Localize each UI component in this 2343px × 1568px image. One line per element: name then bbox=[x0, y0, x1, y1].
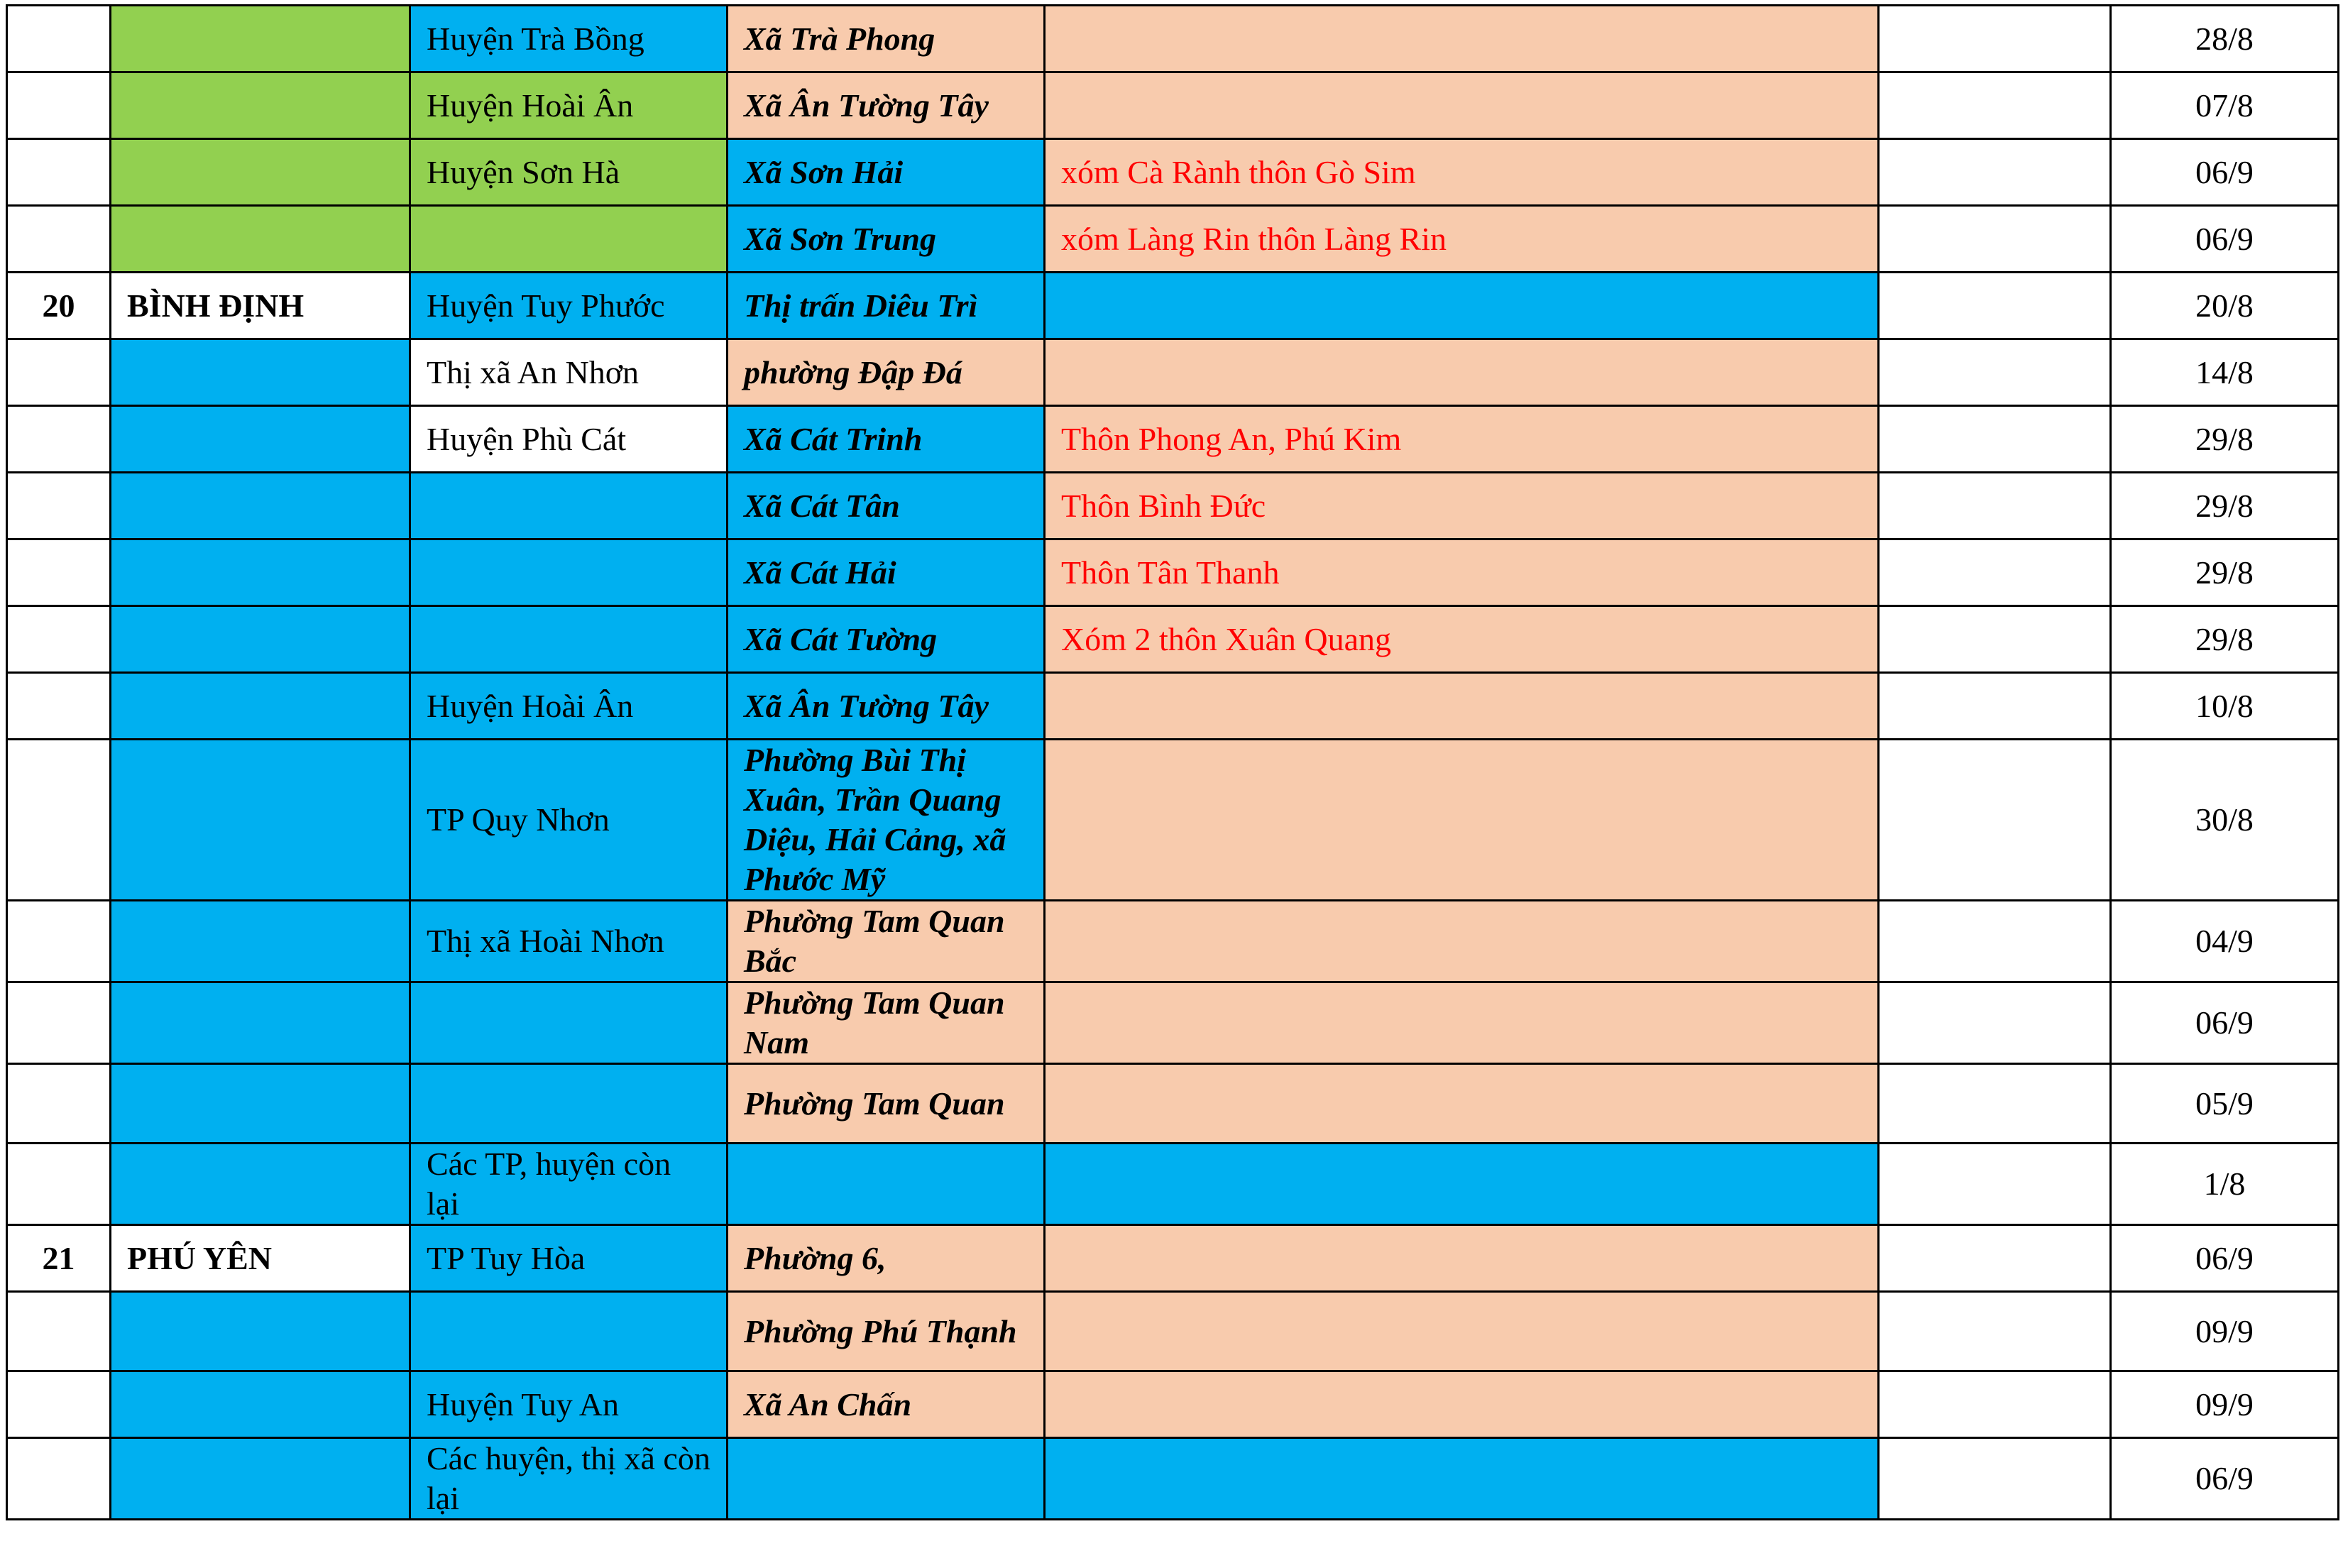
district-cell bbox=[410, 206, 728, 273]
province-cell bbox=[111, 339, 410, 406]
stt-cell bbox=[7, 539, 111, 606]
stt-cell: 21 bbox=[7, 1225, 111, 1292]
district-cell bbox=[410, 539, 728, 606]
zoning-table bbox=[6, 4, 2339, 1520]
stt-cell bbox=[7, 1292, 111, 1371]
ward-cell: Phường Bùi Thị Xuân, Trần Quang Diệu, Hải Cảng, xã Phước Mỹ bbox=[728, 740, 1045, 901]
note-cell bbox=[1045, 339, 1879, 406]
stt-cell bbox=[7, 406, 111, 473]
note-cell: Thôn Bình Đức bbox=[1045, 473, 1879, 539]
province-cell: BÌNH ĐỊNH bbox=[111, 273, 410, 339]
date-cell: 20/8 bbox=[2111, 273, 2339, 339]
ward-cell: Xã Trà Phong bbox=[728, 6, 1045, 72]
table-body bbox=[7, 6, 2339, 1520]
date-cell: 29/8 bbox=[2111, 406, 2339, 473]
province-cell bbox=[111, 539, 410, 606]
stt-cell bbox=[7, 982, 111, 1064]
empty-cell bbox=[1879, 72, 2111, 139]
stt-cell bbox=[7, 606, 111, 673]
district-cell: Các TP, huyện còn lại bbox=[410, 1144, 728, 1225]
table-row bbox=[7, 339, 2339, 406]
note-cell bbox=[1045, 982, 1879, 1064]
province-cell bbox=[111, 901, 410, 982]
note-cell bbox=[1045, 1064, 1879, 1144]
province-cell bbox=[111, 673, 410, 740]
note-cell bbox=[1045, 1292, 1879, 1371]
ward-cell: Xã Cát Trinh bbox=[728, 406, 1045, 473]
ward-cell: Xã Cát Tường bbox=[728, 606, 1045, 673]
note-cell: Xóm 2 thôn Xuân Quang bbox=[1045, 606, 1879, 673]
province-cell bbox=[111, 1371, 410, 1438]
stt-cell bbox=[7, 139, 111, 206]
note-cell bbox=[1045, 273, 1879, 339]
date-cell: 06/9 bbox=[2111, 1438, 2339, 1520]
ward-cell: Xã Cát Hải bbox=[728, 539, 1045, 606]
empty-cell bbox=[1879, 406, 2111, 473]
district-cell: Huyện Sơn Hà bbox=[410, 139, 728, 206]
note-cell bbox=[1045, 1144, 1879, 1225]
date-cell: 29/8 bbox=[2111, 606, 2339, 673]
note-cell: Thôn Phong An, Phú Kim bbox=[1045, 406, 1879, 473]
province-cell bbox=[111, 6, 410, 72]
empty-cell bbox=[1879, 1438, 2111, 1520]
district-cell: Huyện Trà Bồng bbox=[410, 6, 728, 72]
table-row bbox=[7, 1438, 2339, 1520]
table-row bbox=[7, 1371, 2339, 1438]
stt-cell bbox=[7, 206, 111, 273]
province-cell bbox=[111, 1292, 410, 1371]
empty-cell bbox=[1879, 606, 2111, 673]
stt-cell bbox=[7, 1144, 111, 1225]
empty-cell bbox=[1879, 6, 2111, 72]
empty-cell bbox=[1879, 740, 2111, 901]
table-row bbox=[7, 1064, 2339, 1144]
province-cell bbox=[111, 1064, 410, 1144]
date-cell: 1/8 bbox=[2111, 1144, 2339, 1225]
date-cell: 28/8 bbox=[2111, 6, 2339, 72]
empty-cell bbox=[1879, 1225, 2111, 1292]
province-cell bbox=[111, 1438, 410, 1520]
table-row bbox=[7, 1292, 2339, 1371]
note-cell bbox=[1045, 1438, 1879, 1520]
district-cell bbox=[410, 473, 728, 539]
district-cell: Huyện Hoài Ân bbox=[410, 72, 728, 139]
date-cell: 05/9 bbox=[2111, 1064, 2339, 1144]
stt-cell bbox=[7, 473, 111, 539]
district-cell: Huyện Tuy Phước bbox=[410, 273, 728, 339]
ward-cell bbox=[728, 1144, 1045, 1225]
stt-cell bbox=[7, 1371, 111, 1438]
table-row bbox=[7, 72, 2339, 139]
date-cell: 09/9 bbox=[2111, 1371, 2339, 1438]
ward-cell: Xã An Chấn bbox=[728, 1371, 1045, 1438]
date-cell: 10/8 bbox=[2111, 673, 2339, 740]
empty-cell bbox=[1879, 1064, 2111, 1144]
ward-cell: Phường 6, bbox=[728, 1225, 1045, 1292]
date-cell: 29/8 bbox=[2111, 539, 2339, 606]
date-cell: 29/8 bbox=[2111, 473, 2339, 539]
table-row bbox=[7, 406, 2339, 473]
note-cell bbox=[1045, 6, 1879, 72]
province-cell: PHÚ YÊN bbox=[111, 1225, 410, 1292]
ward-cell: Xã Ân Tường Tây bbox=[728, 72, 1045, 139]
note-cell bbox=[1045, 740, 1879, 901]
date-cell: 06/9 bbox=[2111, 982, 2339, 1064]
date-cell: 07/8 bbox=[2111, 72, 2339, 139]
note-cell bbox=[1045, 1225, 1879, 1292]
table-row bbox=[7, 1144, 2339, 1225]
province-cell bbox=[111, 740, 410, 901]
district-cell: TP Quy Nhơn bbox=[410, 740, 728, 901]
province-cell bbox=[111, 1144, 410, 1225]
district-cell: Thị xã Hoài Nhơn bbox=[410, 901, 728, 982]
district-cell: Huyện Hoài Ân bbox=[410, 673, 728, 740]
table-row bbox=[7, 206, 2339, 273]
table-row bbox=[7, 273, 2339, 339]
ward-cell: Phường Tam Quan Bắc bbox=[728, 901, 1045, 982]
district-cell: Huyện Tuy An bbox=[410, 1371, 728, 1438]
empty-cell bbox=[1879, 1371, 2111, 1438]
note-cell bbox=[1045, 1371, 1879, 1438]
district-cell bbox=[410, 1292, 728, 1371]
empty-cell bbox=[1879, 473, 2111, 539]
province-cell bbox=[111, 206, 410, 273]
stt-cell bbox=[7, 6, 111, 72]
province-cell bbox=[111, 72, 410, 139]
ward-cell bbox=[728, 1438, 1045, 1520]
empty-cell bbox=[1879, 339, 2111, 406]
date-cell: 04/9 bbox=[2111, 901, 2339, 982]
ward-cell: Xã Sơn Trung bbox=[728, 206, 1045, 273]
district-cell: Các huyện, thị xã còn lại bbox=[410, 1438, 728, 1520]
table-row bbox=[7, 473, 2339, 539]
stt-cell bbox=[7, 1064, 111, 1144]
ward-cell: Xã Cát Tân bbox=[728, 473, 1045, 539]
empty-cell bbox=[1879, 901, 2111, 982]
province-cell bbox=[111, 139, 410, 206]
stt-cell: 20 bbox=[7, 273, 111, 339]
district-cell: TP Tuy Hòa bbox=[410, 1225, 728, 1292]
note-cell: xóm Cà Rành thôn Gò Sim bbox=[1045, 139, 1879, 206]
date-cell: 09/9 bbox=[2111, 1292, 2339, 1371]
table-row bbox=[7, 901, 2339, 982]
table-row bbox=[7, 740, 2339, 901]
table-row bbox=[7, 606, 2339, 673]
table-row bbox=[7, 539, 2339, 606]
table-row bbox=[7, 982, 2339, 1064]
province-cell bbox=[111, 982, 410, 1064]
ward-cell: Thị trấn Diêu Trì bbox=[728, 273, 1045, 339]
empty-cell bbox=[1879, 273, 2111, 339]
date-cell: 30/8 bbox=[2111, 740, 2339, 901]
empty-cell bbox=[1879, 139, 2111, 206]
district-cell bbox=[410, 982, 728, 1064]
date-cell: 06/9 bbox=[2111, 206, 2339, 273]
stt-cell bbox=[7, 740, 111, 901]
province-cell bbox=[111, 606, 410, 673]
ward-cell: Xã Sơn Hải bbox=[728, 139, 1045, 206]
district-cell bbox=[410, 1064, 728, 1144]
province-cell bbox=[111, 406, 410, 473]
district-cell: Huyện Phù Cát bbox=[410, 406, 728, 473]
note-cell: xóm Làng Rin thôn Làng Rin bbox=[1045, 206, 1879, 273]
note-cell bbox=[1045, 72, 1879, 139]
date-cell: 14/8 bbox=[2111, 339, 2339, 406]
stt-cell bbox=[7, 339, 111, 406]
stt-cell bbox=[7, 1438, 111, 1520]
stt-cell bbox=[7, 673, 111, 740]
stt-cell bbox=[7, 901, 111, 982]
empty-cell bbox=[1879, 206, 2111, 273]
date-cell: 06/9 bbox=[2111, 139, 2339, 206]
empty-cell bbox=[1879, 673, 2111, 740]
ward-cell: Phường Tam Quan bbox=[728, 1064, 1045, 1144]
stt-cell bbox=[7, 72, 111, 139]
note-cell: Thôn Tân Thanh bbox=[1045, 539, 1879, 606]
table-row bbox=[7, 673, 2339, 740]
empty-cell bbox=[1879, 1292, 2111, 1371]
ward-cell: Xã Ân Tường Tây bbox=[728, 673, 1045, 740]
empty-cell bbox=[1879, 982, 2111, 1064]
note-cell bbox=[1045, 901, 1879, 982]
table-row bbox=[7, 139, 2339, 206]
ward-cell: Phường Tam Quan Nam bbox=[728, 982, 1045, 1064]
province-cell bbox=[111, 473, 410, 539]
date-cell: 06/9 bbox=[2111, 1225, 2339, 1292]
district-cell: Thị xã An Nhơn bbox=[410, 339, 728, 406]
note-cell bbox=[1045, 673, 1879, 740]
district-cell bbox=[410, 606, 728, 673]
empty-cell bbox=[1879, 1144, 2111, 1225]
ward-cell: phường Đập Đá bbox=[728, 339, 1045, 406]
empty-cell bbox=[1879, 539, 2111, 606]
ward-cell: Phường Phú Thạnh bbox=[728, 1292, 1045, 1371]
table-row bbox=[7, 6, 2339, 72]
table-row bbox=[7, 1225, 2339, 1292]
